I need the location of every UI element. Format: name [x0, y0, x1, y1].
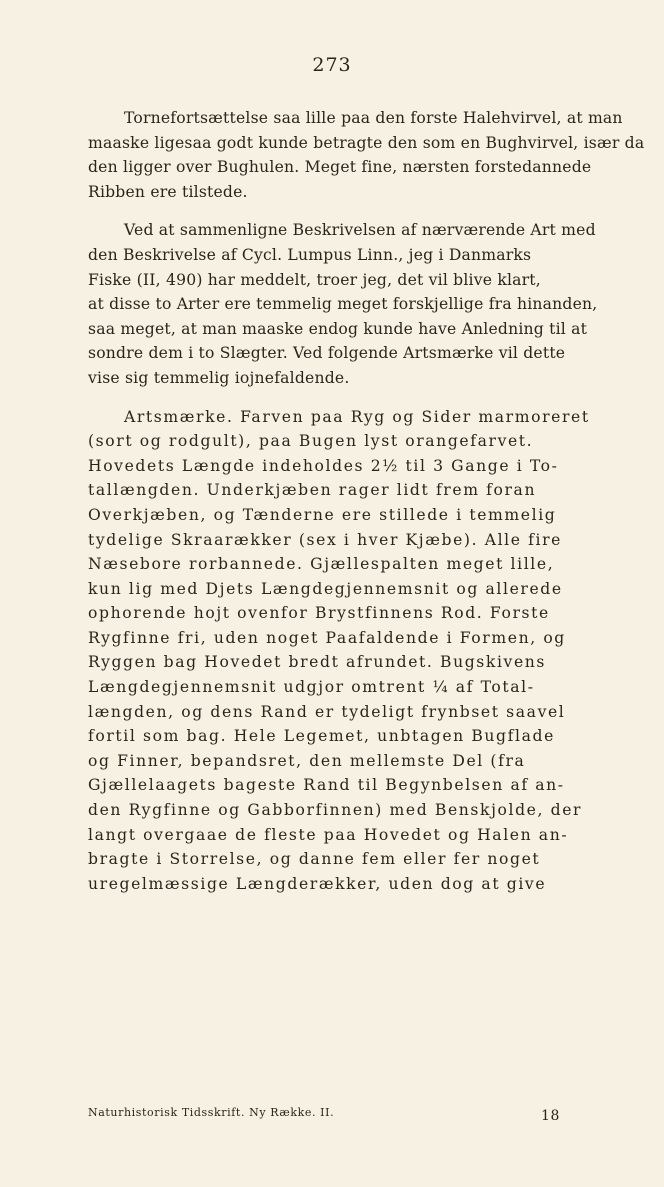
text-line: fortil som bag. Hele Legemet, unbtagen Bugflade: [88, 727, 555, 746]
text-line: og Finner, bepandsret, den mellemste Del (fra: [88, 751, 526, 770]
text-line: Længdegjennemsnit udgjor omtrent ¼ af Total-: [88, 678, 535, 697]
text-line: (sort og rodgult), paa Bugen lyst orangefarvet.: [88, 432, 534, 451]
text-line: langt overgaae de fleste paa Hovedet og Halen an-: [88, 825, 569, 844]
text-line: Overkjæben, og Tænderne ere stillede i temmelig: [88, 505, 557, 524]
text-line: længden, og dens Rand er tydeligt frynbset saavel: [88, 702, 566, 721]
text-line: Gjællelaagets bageste Rand til Begynbelsen af an-: [88, 776, 565, 795]
text-line: den Beskrivelse af Cycl. Lumpus Linn., jeg i Danmarks: [88, 245, 532, 264]
text-line: den Rygfinne og Gabborfinnen) med Benskjolde, der: [88, 801, 583, 820]
body-text: [88, 106, 645, 896]
text-line: saa meget, at man maaske endog kunde have Anledning til at: [88, 319, 588, 338]
text-line: Næsebore rorbannede. Gjællespalten meget lille,: [88, 555, 555, 574]
text-line: tydelige Skraarækker (sex i hver Kjæbe). Alle fire: [88, 530, 562, 549]
text-line: maaske ligesaa godt kunde betragte den som en Bughvirvel, især da: [88, 133, 645, 152]
text-line: kun lig med Djets Længdegjennemsnit og allerede: [88, 579, 563, 598]
text-line: sondre dem i to Slægter. Ved folgende Artsmærke vil dette: [88, 344, 566, 363]
text-line: tallængden. Underkjæben rager lidt frem foran: [88, 481, 537, 500]
text-line: Fiske (II, 490) har meddelt, troer jeg, det vil blive klart,: [88, 270, 541, 289]
text-line: Ved at sammenligne Beskrivelsen af nærværende Art med: [124, 221, 596, 240]
signature-mark: 18: [540, 1108, 560, 1124]
text-line: Tornefortsættelse saa lille paa den forste Halehvirvel, at man: [124, 109, 623, 127]
text-line: Ryggen bag Hovedet bredt afrundet. Bugskivens: [88, 653, 547, 672]
text-line: ophorende hojt ovenfor Brystfinnens Rod. Forste: [88, 604, 550, 623]
text-line: Hovedets Længde indeholdes 2½ til 3 Gange i To-: [88, 456, 559, 475]
text-line: Artsmærke. Farven paa Ryg og Sider marmoreret: [124, 407, 590, 426]
text-line: Rygfinne fri, uden noget Paafaldende i Formen, og: [88, 628, 566, 647]
text-line: Ribben ere tilstede.: [88, 182, 248, 201]
text-line: bragte i Storrelse, og danne fem eller fer noget: [88, 850, 541, 869]
text-line: vise sig temmelig iojnefaldende.: [88, 368, 350, 387]
text-line: den ligger over Bughulen. Meget fine, nærsten forstedannede: [88, 158, 592, 177]
page-number: 273: [312, 54, 352, 76]
text-line: uregelmæssige Længderækker, uden dog at give: [88, 874, 547, 893]
journal-title: Naturhistorisk Tidsskrift. Ny Række. II.: [88, 1106, 335, 1119]
page-footer: [88, 1106, 588, 1124]
text-line: at disse to Arter ere temmelig meget forskjellige fra hinanden,: [88, 295, 598, 314]
